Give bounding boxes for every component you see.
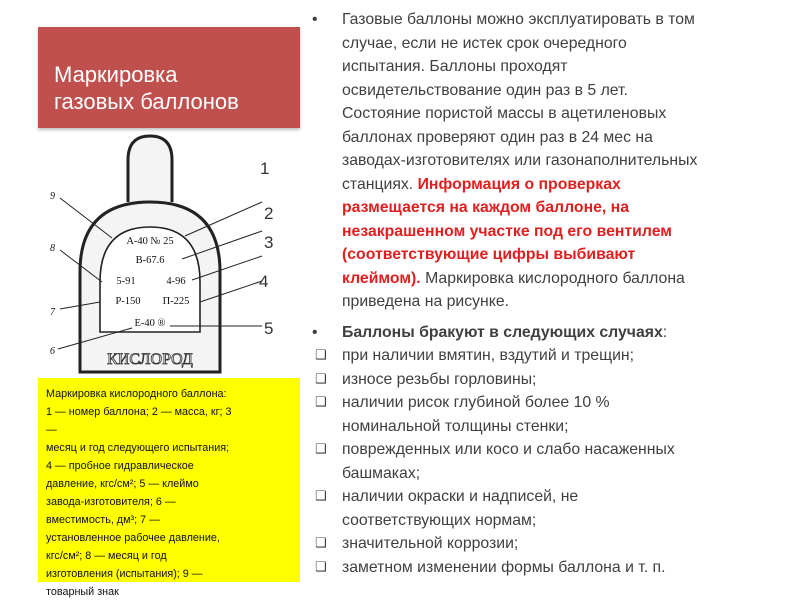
paragraph-line-highlight: размещается на каждом баллоне, на [342,199,629,216]
mark-591: 5-91 [116,276,136,287]
mark-a40: А-40 № 25 [126,236,174,247]
text-normal: станциях. [342,175,418,193]
paragraph-line: заводах-изготовителях или газонаполнительных [342,152,698,169]
bullet-dot: • [312,323,318,341]
caption-line: — [46,424,57,436]
oxygen-label: КИСЛОРОД [107,351,193,368]
callout-right-5: 5 [264,319,274,338]
checkbox-bullet-icon: ❑ [315,559,327,575]
callout-right-1: 1 [260,159,270,178]
paragraph-inspection [312,8,792,314]
rejection-heading: Баллоны бракуют в следующих случаях: [342,323,668,341]
paragraph-line: Газовые баллоны можно эксплуатировать в том [342,11,695,28]
caption-line: товарный знак [46,586,119,598]
paragraph-line-highlight: (соответствующие цифры выбивают [342,246,636,263]
rejection-item: ❑ наличии рисок глубиной более 10 % номинальной толщины стенки; [312,391,792,438]
cylinder-drawing [40,132,290,372]
rejection-item: ❑ заметном изменении формы баллона и т. п. [312,556,792,580]
rejection-item: ❑ износе резьбы горловины; [312,368,792,392]
checkbox-bullet-icon: ❑ [315,395,327,410]
callout-right-2: 2 [264,204,274,223]
text-highlight: клеймом). [342,269,421,287]
paragraph-line: приведена на рисунке. [342,293,510,310]
caption-line: завода-изготовителя; 6 — [46,496,176,508]
mark-b676: В-67.6 [135,255,165,266]
paragraph-line: испытания. Баллоны проходят [342,58,568,75]
slide-title-line-2: газовых баллонов [54,89,239,114]
mark-p225: П-225 [162,296,190,307]
caption-line: установленное рабочее давление, [46,532,220,544]
text-highlight: Информация о проверках [417,175,621,193]
slide-title-line-1: Маркировка [54,62,178,87]
callout-right-4: 4 [259,272,269,291]
rejection-item: ❑ поврежденных или косо и слабо насаженных башмаках; [312,438,792,485]
caption-line: давление, кгс/см²; 5 — клеймо [46,478,199,490]
checkbox-bullet-icon: ❑ [315,371,327,387]
caption-line: 1 — номер баллона; 2 — масса, кг; 3 [46,406,232,418]
callout-left-8: 8 [50,243,55,254]
checkbox-bullet-icon: ❑ [315,348,327,363]
callout-right-3: 3 [264,233,274,252]
paragraph-line: Состояние пористой массы в ацетиленовых [342,105,667,122]
checkbox-bullet-icon: ❑ [315,489,327,504]
caption-line: месяц и год следующего испытания; [46,442,230,454]
paragraph-line-highlight: незакрашенном участке под его вентилем [342,222,672,240]
body-text [312,8,792,579]
checkbox-bullet-icon: ❑ [315,442,327,457]
text-normal: Маркировка кислородного баллона [420,269,685,287]
caption-line: Маркировка кислородного баллона: [46,388,227,400]
bullet-dot: • [312,11,318,28]
caption-line: кгс/см²; 8 — месяц и год [46,550,167,562]
mark-e40: Е-40 ® [134,318,166,329]
paragraph-line: случае, если не истек срок очередного [342,34,627,52]
paragraph-rejection [312,321,792,345]
paragraph-line: баллонах проверяют один раз в 24 мес на [342,128,653,146]
rejection-item: ❑ при наличии вмятин, вздутий и трещин; [312,344,792,368]
cylinder-marking-diagram [40,132,290,372]
paragraph-line [342,267,792,291]
mark-p150: Р-150 [115,296,141,307]
slide-title [54,61,239,115]
paragraph-line: освидетельствование один раз в 5 лет. [342,81,628,99]
cylinder-neck [128,136,172,202]
diagram-caption [38,378,300,598]
callout-left-6: 6 [50,346,55,357]
callout-left-9: 9 [50,191,55,202]
caption-line: вместимость, дм³; 7 — [46,514,160,526]
slide-title-box [38,27,300,128]
rejection-item: ❑ наличии окраски и надписей, не соответствующих нормам; [312,485,792,532]
caption-line: изготовления (испытания); 9 — [46,568,203,580]
paragraph-line [342,173,792,197]
callout-left-7: 7 [50,307,55,318]
rejection-item: ❑ значительной коррозии; [312,532,792,556]
checkbox-bullet-icon: ❑ [315,536,327,551]
caption-line: 4 — пробное гидравлическое [46,460,194,472]
mark-496: 4-96 [166,276,186,287]
